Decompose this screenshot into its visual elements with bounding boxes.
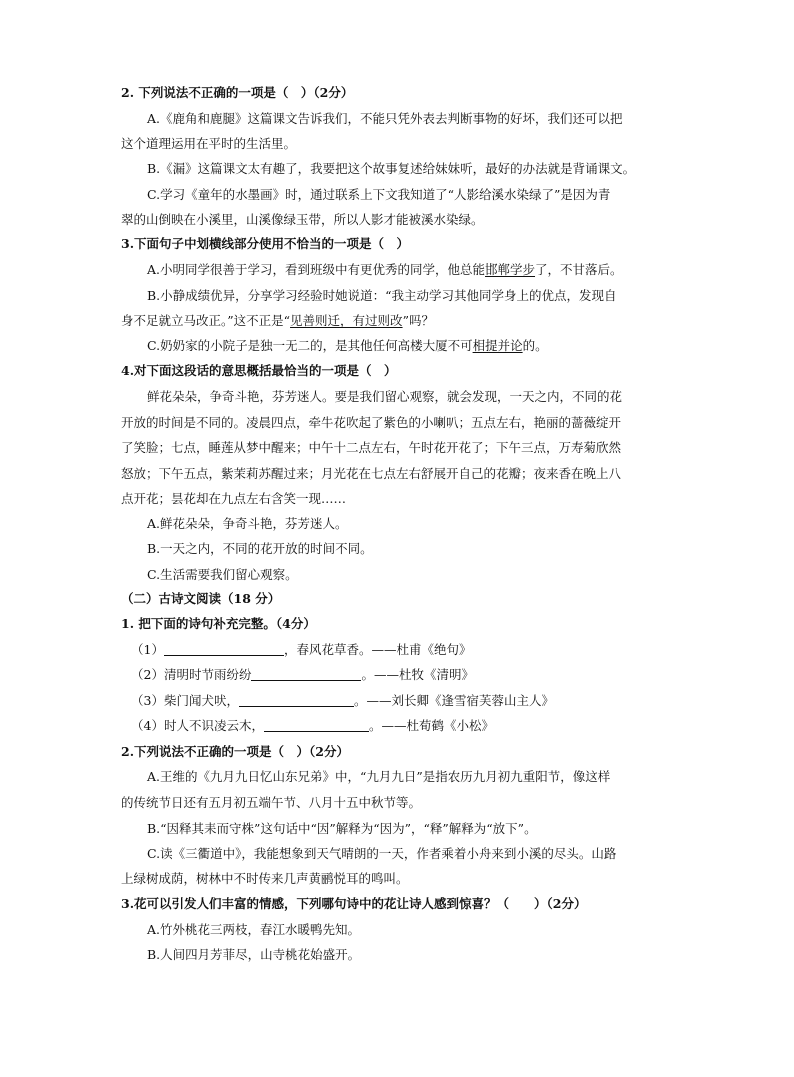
q4-option-a: A.鲜花朵朵，争奇斗艳，芬芳迷人。 <box>147 516 348 531</box>
q3-option-b-text-end: ”吗？ <box>402 313 434 328</box>
item-suffix: 。——刘长卿《逢雪宿芙蓉山主人》 <box>353 693 554 708</box>
poem-q2-option-a: A.王维的《九月九日忆山东兄弟》中，“九月九日”是指农历九月初九重阳节，像这样 <box>147 769 611 784</box>
item-suffix: 。——杜荀鹤《小松》 <box>368 718 494 733</box>
poem-q2-option-c: C.读《三衢道中》，我能想象到天气晴朗的一天，作者乘着小舟来到小溪的尽头。山路 <box>147 846 617 861</box>
q3-option-b-text: 身不足就立马改正。”这不正是“ <box>121 313 291 328</box>
q3-option-b-underlined: 见善则迁，有过则改 <box>290 313 403 328</box>
poem-q2-option-c-cont: 上绿树成荫，树林中不时传来几声黄鹂悦耳的鸣叫。 <box>121 871 409 886</box>
fill-blank[interactable] <box>239 693 354 707</box>
item-suffix: ，春风花草香。——杜甫《绝句》 <box>283 642 472 657</box>
q3-option-a-underlined: 邯郸学步 <box>485 262 536 277</box>
fill-blank[interactable] <box>251 667 361 681</box>
poem-q1-item-2 <box>131 666 474 684</box>
q3-option-c <box>147 337 548 355</box>
q3-option-c-text: C.奶奶家的小院子是独一无二的，是其他任何高楼大厦不可 <box>147 338 473 353</box>
item-suffix: 。——杜牧《清明》 <box>361 667 474 682</box>
poem-q3-option-b: B.人间四月芳菲尽，山寺桃花始盛开。 <box>147 947 361 962</box>
poem-q1-item-4 <box>131 717 494 735</box>
q3-option-b: B.小静成绩优异，分享学习经验时她说道：“我主动学习其他同学身上的优点，发现自 <box>147 288 617 303</box>
q3-stem: 3.下面句子中划横线部分使用不恰当的一项是（ ） <box>121 236 410 251</box>
q4-passage-line: 开放的时间是不同的。凌晨四点，牵牛花吹起了紫色的小喇叭；五点左右，艳丽的蔷薇绽开 <box>121 415 622 430</box>
q2-option-c: C.学习《童年的水墨画》时，通过联系上下文我知道了“人影给溪水染绿了”是因为青 <box>147 187 611 202</box>
q3-option-a-text-end: 了，不甘落后。 <box>535 262 623 277</box>
q3-option-a <box>147 261 623 279</box>
item-prefix: （4）时人不识凌云木， <box>131 718 264 733</box>
q4-passage-line: 怒放；下午五点，紫茉莉苏醒过来；月光花在七点左右舒展开自己的花瓣；夜来香在晚上八 <box>121 466 622 481</box>
poem-q2-stem: 2.下列说法不正确的一项是（ ）（2分） <box>121 744 349 759</box>
poem-q3-option-a: A.竹外桃花三两枝，春江水暖鸭先知。 <box>147 922 361 937</box>
q4-passage-line: 了笑脸；七点，睡莲从梦中醒来；中午十二点左右，午时花开花了；下午三点，万寿菊欣然 <box>121 440 622 455</box>
q3-option-b-cont <box>121 312 434 330</box>
q4-option-b: B.一天之内，不同的花开放的时间不同。 <box>147 541 373 556</box>
q4-option-c: C.生活需要我们留心观察。 <box>147 567 298 582</box>
q3-option-c-text-end: 的。 <box>522 338 548 353</box>
section-title: （二）古诗文阅读（18 分） <box>121 591 281 606</box>
poem-q1-item-3 <box>131 692 554 710</box>
q2-option-c-cont: 翠的山倒映在小溪里，山溪像绿玉带，所以人影才能被溪水染绿。 <box>121 212 484 227</box>
q4-stem: 4.对下面这段话的意思概括最恰当的一项是（ ） <box>121 363 397 378</box>
poem-q2-option-a-cont: 的传统节日还有五月初五端午节、八月十五中秋节等。 <box>121 795 422 810</box>
poem-q1-stem: 1. 把下面的诗句补充完整。（4分） <box>121 616 316 631</box>
q2-option-a-cont: 这个道理运用在平时的生活里。 <box>121 136 297 151</box>
q4-passage-line: 点开花；昙花却在九点左右含笑一现…… <box>121 491 347 506</box>
q4-passage-line: 鲜花朵朵，争奇斗艳，芬芳迷人。要是我们留心观察，就会发现，一天之内，不同的花 <box>147 389 623 404</box>
item-prefix: （1） <box>131 642 164 657</box>
q2-option-b: B.《漏》这篇课文太有趣了，我要把这个故事复述给妹妹听，最好的办法就是背诵课文。 <box>147 161 636 176</box>
q3-option-a-text: A.小明同学很善于学习，看到班级中有更优秀的同学，他总能 <box>147 262 486 277</box>
poem-q1-item-1 <box>131 641 471 659</box>
poem-q3-stem: 3.花可以引发人们丰富的情感，下列哪句诗中的花让诗人感到惊喜？（ ）（2分） <box>121 896 587 911</box>
q2-option-a: A.《鹿角和鹿腿》这篇课文告诉我们，不能只凭外表去判断事物的好坏，我们还可以把 <box>147 111 623 126</box>
item-prefix: （3）柴门闻犬吠， <box>131 693 239 708</box>
q3-option-c-underlined: 相提并论 <box>472 338 523 353</box>
item-prefix: （2）清明时节雨纷纷 <box>131 667 252 682</box>
fill-blank[interactable] <box>264 718 369 732</box>
fill-blank[interactable] <box>164 642 284 656</box>
poem-q2-option-b: B.“因释其耒而守株”这句话中“因”解释为“因为”，“释”解释为“放下”。 <box>147 821 537 836</box>
q2-stem: 2. 下列说法不正确的一项是（ ）（2分） <box>121 85 354 100</box>
